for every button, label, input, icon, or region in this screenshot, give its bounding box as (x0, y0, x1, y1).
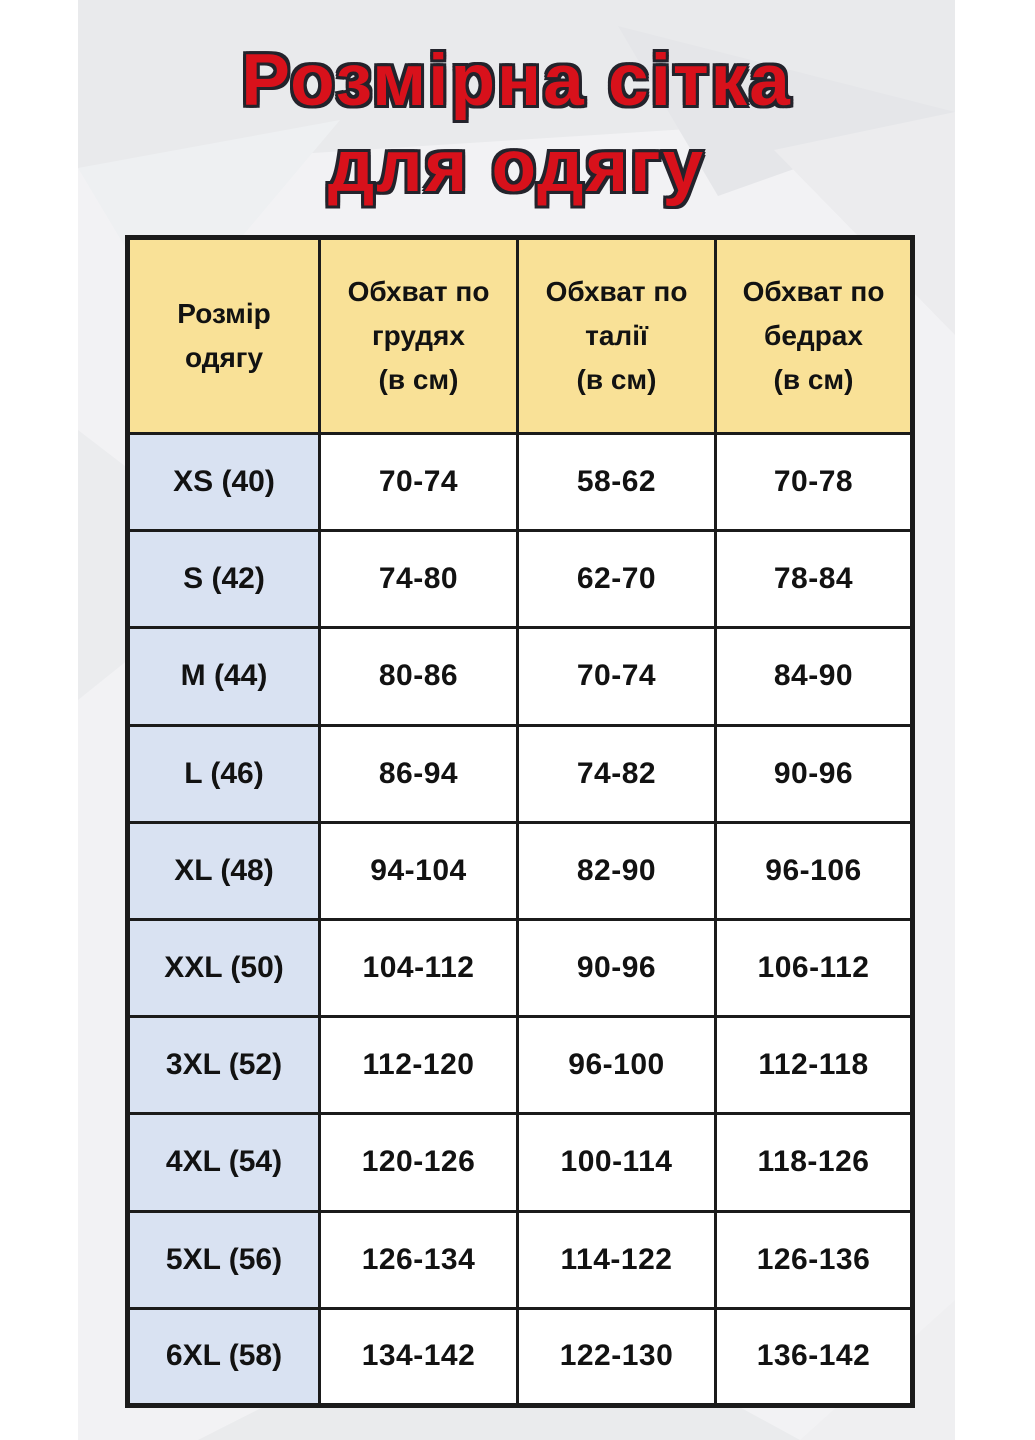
table-row (128, 628, 913, 725)
hips-cell: 118-126 (716, 1114, 913, 1211)
size-cell: 3XL (52) (128, 1017, 320, 1114)
waist-cell: 82-90 (518, 822, 716, 919)
col-header-hips-line: бедрах (764, 320, 863, 351)
col-header-chest-line: (в см) (378, 364, 459, 395)
waist-cell: 62-70 (518, 531, 716, 628)
hips-cell: 106-112 (716, 919, 913, 1016)
chest-cell: 80-86 (320, 628, 518, 725)
table-row (128, 822, 913, 919)
size-cell: L (46) (128, 725, 320, 822)
waist-cell: 96-100 (518, 1017, 716, 1114)
col-header-waist-line: Обхват по (545, 276, 688, 307)
col-header-size-line: одягу (184, 342, 264, 373)
chest-cell: 94-104 (320, 822, 518, 919)
col-header-size (128, 238, 320, 434)
hips-cell: 78-84 (716, 531, 913, 628)
table-row (128, 1211, 913, 1308)
page-title (78, 38, 955, 210)
chest-cell: 120-126 (320, 1114, 518, 1211)
table-row (128, 1017, 913, 1114)
size-cell: 6XL (58) (128, 1308, 320, 1405)
chest-cell: 86-94 (320, 725, 518, 822)
hips-cell: 126-136 (716, 1211, 913, 1308)
col-header-hips-line: (в см) (773, 364, 854, 395)
waist-cell: 90-96 (518, 919, 716, 1016)
table-row (128, 919, 913, 1016)
chest-cell: 112-120 (320, 1017, 518, 1114)
waist-cell: 74-82 (518, 725, 716, 822)
waist-cell: 58-62 (518, 434, 716, 531)
col-header-size-line: Розмір (177, 298, 271, 329)
table-row (128, 1114, 913, 1211)
hips-cell: 90-96 (716, 725, 913, 822)
chest-cell: 134-142 (320, 1308, 518, 1405)
hips-cell: 96-106 (716, 822, 913, 919)
col-header-hips (716, 238, 913, 434)
hips-cell: 136-142 (716, 1308, 913, 1405)
size-cell: XL (48) (128, 822, 320, 919)
hips-cell: 112-118 (716, 1017, 913, 1114)
chest-cell: 126-134 (320, 1211, 518, 1308)
size-table (125, 235, 915, 1408)
waist-cell: 122-130 (518, 1308, 716, 1405)
col-header-hips-line: Обхват по (742, 276, 885, 307)
size-cell: 4XL (54) (128, 1114, 320, 1211)
col-header-chest-line: грудях (372, 320, 465, 351)
size-cell: S (42) (128, 531, 320, 628)
chest-cell: 70-74 (320, 434, 518, 531)
table-header-row (128, 238, 913, 434)
page-title-line2: для одягу (327, 126, 706, 207)
size-cell: M (44) (128, 628, 320, 725)
size-cell: 5XL (56) (128, 1211, 320, 1308)
waist-cell: 114-122 (518, 1211, 716, 1308)
size-cell: XS (40) (128, 434, 320, 531)
poster-background (78, 0, 955, 1440)
hips-cell: 70-78 (716, 434, 913, 531)
page-title-line1: Розмірна сітка (241, 40, 792, 121)
table-row (128, 531, 913, 628)
table-row (128, 1308, 913, 1405)
size-cell: XXL (50) (128, 919, 320, 1016)
col-header-chest (320, 238, 518, 434)
hips-cell: 84-90 (716, 628, 913, 725)
table-body (128, 434, 913, 1406)
waist-cell: 100-114 (518, 1114, 716, 1211)
table-row (128, 725, 913, 822)
waist-cell: 70-74 (518, 628, 716, 725)
col-header-waist-line: (в см) (576, 364, 657, 395)
chest-cell: 74-80 (320, 531, 518, 628)
chest-cell: 104-112 (320, 919, 518, 1016)
table-row (128, 434, 913, 531)
col-header-waist-line: талії (585, 320, 648, 351)
col-header-waist (518, 238, 716, 434)
col-header-chest-line: Обхват по (347, 276, 490, 307)
